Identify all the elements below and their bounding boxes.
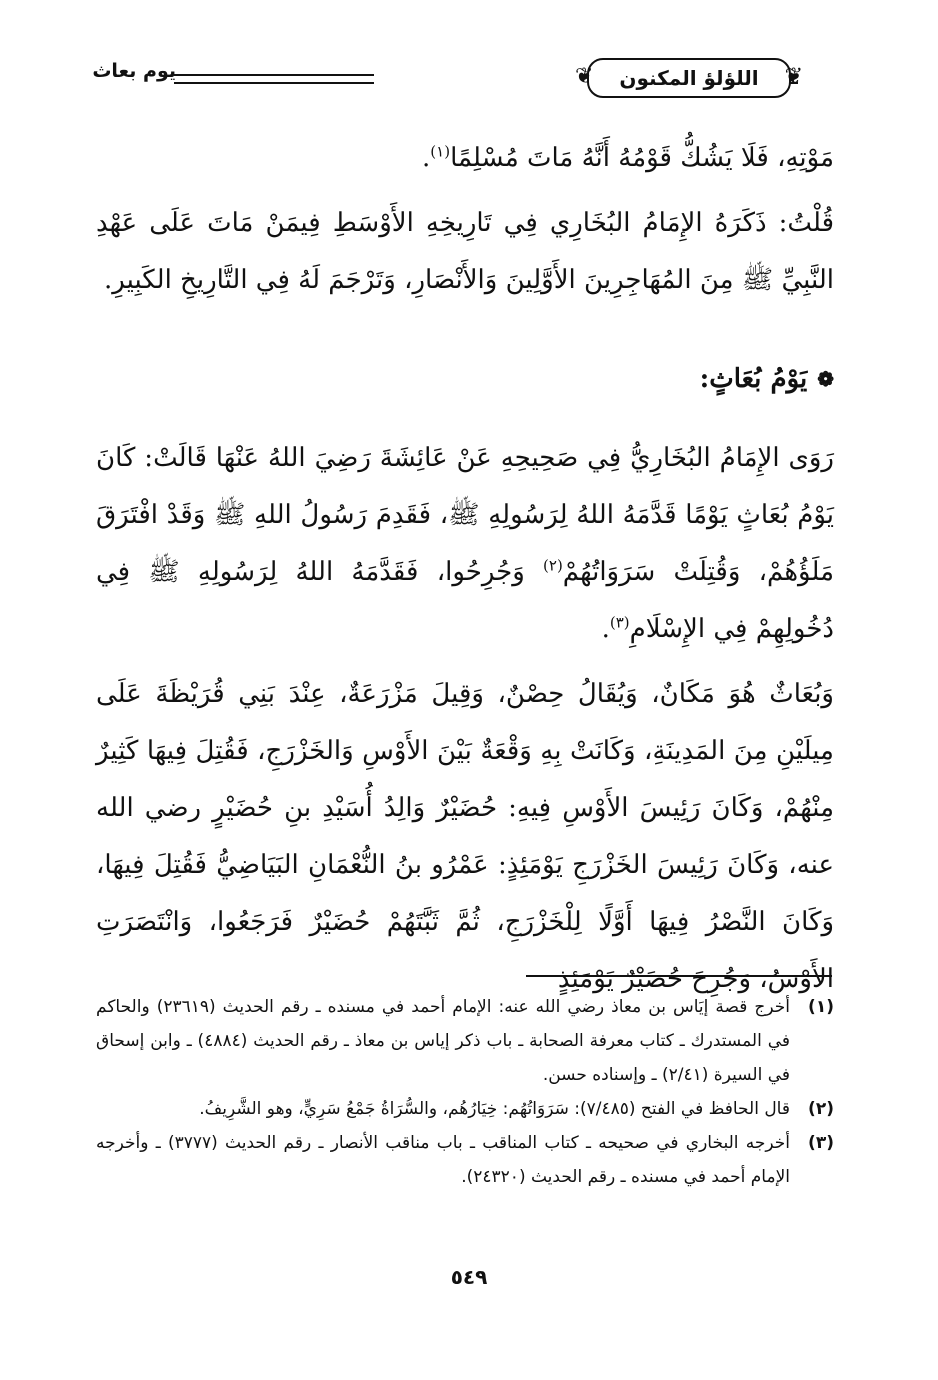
footnote-text: أخرجه البخاري في صحيحه ـ كتاب المناقب ـ باب مناقب الأنصار ـ رقم الحديث (٣٧٧٧) ـ وأخرجه الإمام أحمد في مسنده ـ رقم الحديث (٢٤٣٢٠). [96,1133,790,1187]
footnote-number: (٣) [808,1133,834,1153]
section-heading [700,364,834,394]
footnote-2 [96,1092,834,1126]
footnote-number: (٢) [808,1099,834,1119]
book-title-cartouche [575,58,803,98]
paragraph-1: مَوْتِهِ، فَلَا يَشُكُّ قَوْمُهُ أَنَّهُ مَاتَ مُسْلِمًا$^{(١)}$. [422,142,834,173]
section-heading-text: يَوْمُ بُعَاثٍ: [699,364,808,394]
footnote-separator [526,975,832,977]
page-number: ٥٤٩ [450,1265,488,1289]
paragraph-3-part1: رَوَى الإِمَامُ البُخَارِيُّ فِي صَحِيحِهِ عَنْ عَائِشَةَ رَضِيَ اللهُ عَنْهَا قَالَتْ: كَانَ يَوْمُ بُعَاثٍ يَوْمًا قَدَّمَهُ اللهُ لِرَسُولِهِ ﷺ، فَقَدِمَ رَسُولُ اللهِ ﷺ وَقَدْ افْتَرَقَ مَلَؤُهُمْ، وَقُتِلَتْ سَرَوَاتُهُمْ [96,443,834,587]
chapter-title: يوم بعاث [92,60,176,82]
footnote-ref-3: (٣) [609,613,630,632]
flower-ornament-icon: ❁ [817,367,834,391]
body-section-top [96,130,834,309]
paragraph-4: وَبُعَاثٌ هُوَ مَكَانٌ، وَيُقَالُ حِصْنٌ، وَقِيلَ مَزْرَعَةٌ، عِنْدَ بَنِي قُرَيْظَةَ عَلَى مِيلَيْنِ مِنَ المَدِينَةِ، وَكَانَتْ بِهِ وَقْعَةٌ بَيْنَ الأَوْسِ وَالخَزْرَجِ، فَقُتِلَ فِيهَا كَثِيرٌ مِنْهُمْ، وَكَانَ رَئِيسَ الأَوْسِ فِيهِ: حُضَيْرٌ وَالِدُ أُسَيْدِ بنِ حُضَيْرٍ رضي الله عنه، وَكَانَ رَئِيسَ الخَزْرَجِ يَوْمَئِذٍ: عَمْرُو بنُ النُّعْمَانِ البَيَاضِيُّ فَقُتِلَ فِيهَا، وَكَانَ النَّصْرُ فِيهَا أَوَّلًا لِلْخَزْرَجِ، ثُمَّ ثَبَّتَهُمْ حُضَيْرٌ فَرَجَعُوا، وَانْتَصَرَتِ الأَوْسُ، وَجُرِحَ حُضَيْرٌ يَوْمَئِذٍ [96,679,834,994]
ornament-left-icon: ❦ [575,64,594,89]
ornament-right-icon: ❦ [784,64,803,89]
footnote-ref-2: (٢) [543,556,563,575]
body-section-main [96,430,834,1008]
footnote-text: قال الحافظ في الفتح (٧/٤٨٥): سَرَوَاتُهُم: خِيَارُهُم، والسُّرَاةُ جَمْعُ سَرِيٍّ، وهو الشَّرِيفُ. [199,1099,790,1119]
footnotes [96,990,834,1194]
paragraph-3-part2: وَجُرِحُوا، فَقَدَّمَهُ اللهُ لِرَسُولِهِ ﷺ فِي دُخُولِهِمْ فِي الإِسْلَامِ [96,557,834,644]
footnote-text: أخرج قصة إيَاس بن معاذ رضي الله عنه: الإمام أحمد في مسنده ـ رقم الحديث (٢٣٦١٩) والحاكم في المستدرك ـ كتاب معرفة الصحابة ـ باب ذكر إياس بن معاذ ـ رقم الحديث (٤٨٨٤) ـ وابن إسحاق في السيرة (٢/٤١) ـ وإسناده حسن. [96,997,790,1085]
footnote-1 [96,990,834,1092]
footnote-3 [96,1126,834,1194]
footnote-number: (١) [808,997,834,1017]
paragraph-2: قُلْتُ: ذَكَرَهُ الإِمَامُ البُخَارِي فِي تَارِيخِهِ الأَوْسَطِ فِيمَنْ مَاتَ عَلَى عَهْدِ النَّبِيِّ ﷺ مِنَ المُهَاجِرِينَ الأَوَّلِينَ وَالأَنْصَارِ، وَتَرْجَمَ لَهُ فِي التَّارِيخِ الكَبِيرِ. [96,208,834,295]
book-title: اللؤلؤ المكنون [619,66,759,90]
page-header [92,52,834,102]
paragraph-3-end: . [601,614,610,644]
header-rule-left [174,74,374,84]
paragraph-1-text: مَوْتِهِ، فَلَا يَشُكُّ قَوْمُهُ أَنَّهُ مَاتَ مُسْلِمًا [450,143,834,173]
paragraph-3 [96,430,834,658]
footnote-ref-1: (١) [430,142,451,161]
